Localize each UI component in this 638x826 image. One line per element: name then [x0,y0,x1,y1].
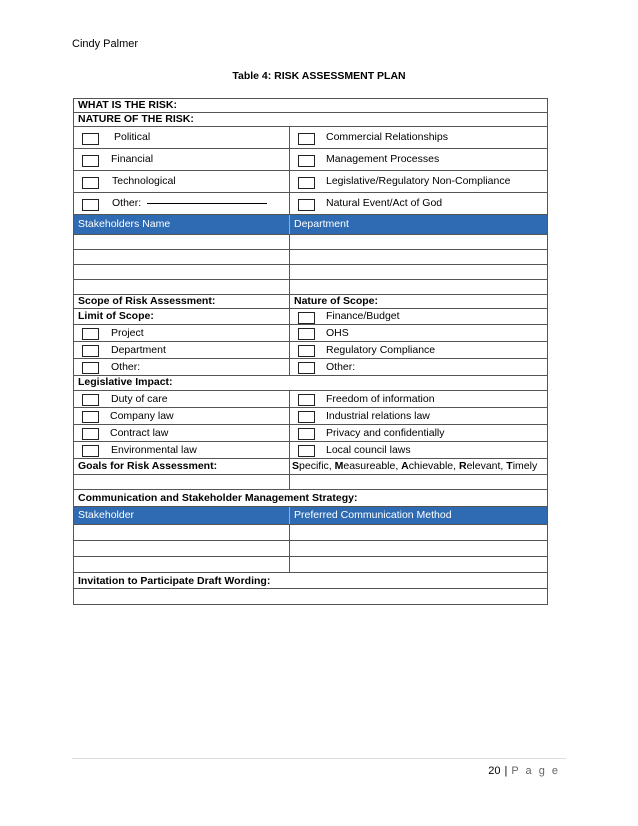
table-row [74,265,547,280]
scope-right-label: Other: [326,361,356,373]
nature-of-risk-label: NATURE OF THE RISK: [78,113,194,125]
finance-checkbox[interactable] [298,312,315,324]
table-row [74,280,547,295]
legislative-left-label: Duty of care [111,393,168,405]
scope-item-row [74,325,547,342]
nature-left-label: Political [114,131,151,143]
table-row [74,235,547,250]
department-cell[interactable] [290,250,547,264]
duty-of-care-checkbox[interactable] [82,394,99,406]
table-caption: Table 4: RISK ASSESSMENT PLAN [232,70,406,82]
company-law-checkbox[interactable] [82,411,99,423]
method-cell[interactable] [290,541,547,556]
regulatory-checkbox[interactable] [298,345,315,357]
foi-checkbox[interactable] [298,394,315,406]
council-laws-checkbox[interactable] [298,445,315,457]
legislative-row [74,408,547,425]
communication-label: Communication and Stakeholder Management Strategy: [78,492,358,504]
management-checkbox[interactable] [298,155,315,167]
nature-other-checkbox[interactable] [298,362,315,374]
commercial-checkbox[interactable] [298,133,315,145]
nature-of-scope-label: Nature of Scope: [294,295,379,307]
method-cell[interactable] [290,525,547,540]
legislative-right-label: Industrial relations law [326,410,430,422]
legislative-left-label: Company law [110,410,174,422]
nature-of-risk-row [74,113,547,127]
stakeholder-cell[interactable] [74,557,290,572]
other-blank-line[interactable] [147,203,267,204]
goals-label: Goals for Risk Assessment: [78,460,218,472]
stakeholder-header: Stakeholder [74,507,290,524]
stakeholders-header [74,215,547,235]
goals-cell[interactable] [290,475,547,489]
method-cell[interactable] [290,557,547,572]
scope-item-row [74,342,547,359]
scope-item-row [74,359,547,376]
limit-row [74,309,547,325]
privacy-checkbox[interactable] [298,428,315,440]
environmental-law-checkbox[interactable] [82,445,99,457]
technological-checkbox[interactable] [82,177,99,189]
stakeholder-cell[interactable] [74,265,290,279]
communication-row [74,490,547,507]
nature-right-label: Natural Event/Act of God [326,197,443,209]
communication-header [74,507,547,525]
invitation-row [74,573,547,589]
nature-row [74,193,547,215]
footer-divider [72,758,566,759]
nature-row [74,171,547,193]
scope-right-label: OHS [326,327,349,339]
risk-assessment-table [73,98,548,605]
table-row [74,525,547,541]
department-cell[interactable] [290,265,547,279]
nature-right-label: Management Processes [326,153,440,165]
nature-row [74,149,547,171]
scope-left-label: Other: [111,361,141,373]
project-checkbox[interactable] [82,328,99,340]
preferred-method-header: Preferred Communication Method [294,509,452,521]
department-cell[interactable] [290,280,547,294]
table-row [74,250,547,265]
page-number [488,765,560,777]
legislative-left-label: Contract law [110,427,169,439]
legislative-right-label: Privacy and confidentially [326,427,445,439]
nature-row [74,127,547,149]
page-word: P a g e [511,765,560,777]
other-checkbox[interactable] [82,199,99,211]
scope-label: Scope of Risk Assessment: [78,295,216,307]
scope-left-label: Project [111,327,144,339]
department-cell[interactable] [290,235,547,249]
invitation-label: Invitation to Participate Draft Wording: [78,575,271,587]
smart-goals: Specific, Measureable, Achievable, Relevant, Timely [292,460,538,472]
stakeholder-cell[interactable] [74,235,290,249]
scope-right-label: Regulatory Compliance [326,344,436,356]
nature-right-label: Commercial Relationships [326,131,448,143]
nature-left-label: Technological [112,175,176,187]
legislative-checkbox[interactable] [298,177,315,189]
stakeholder-cell[interactable] [74,250,290,264]
goals-row [74,459,547,475]
legislative-impact-row [74,376,547,391]
finance-label: Finance/Budget [326,310,400,322]
page-separator: | [504,765,508,777]
stakeholder-cell[interactable] [74,280,290,294]
scope-other-checkbox[interactable] [82,362,99,374]
legislative-row [74,442,547,459]
stakeholder-cell[interactable] [74,541,290,556]
invitation-text-row[interactable] [74,589,547,604]
table-row [74,475,547,490]
legislative-impact-label: Legislative Impact: [78,376,173,388]
scope-row [74,295,547,309]
nature-right-label: Legislative/Regulatory Non-Compliance [326,175,511,187]
political-checkbox[interactable] [82,133,99,145]
author-name: Cindy Palmer [72,38,139,50]
stakeholder-cell[interactable] [74,525,290,540]
nature-left-label: Financial [111,153,154,165]
stakeholders-name-header: Stakeholders Name [74,215,290,234]
natural-event-checkbox[interactable] [298,199,315,211]
ohs-checkbox[interactable] [298,328,315,340]
page-number-value: 20 [488,765,501,777]
legislative-left-label: Environmental law [111,444,197,456]
limit-of-scope-label: Limit of Scope: [78,310,154,322]
table-row [74,541,547,557]
what-is-risk-row [74,99,547,113]
nature-left-label: Other: [112,197,142,209]
legislative-right-label: Local council laws [326,444,411,456]
legislative-right-label: Freedom of information [326,393,435,405]
contract-law-checkbox[interactable] [82,428,99,440]
scope-left-label: Department [111,344,166,356]
department-header: Department [294,218,349,230]
financial-checkbox[interactable] [82,155,99,167]
department-checkbox[interactable] [82,345,99,357]
legislative-row [74,425,547,442]
what-is-risk-label: WHAT IS THE RISK: [78,99,177,111]
goals-cell[interactable] [74,475,290,489]
legislative-row [74,391,547,408]
table-row [74,557,547,573]
industrial-relations-checkbox[interactable] [298,411,315,423]
